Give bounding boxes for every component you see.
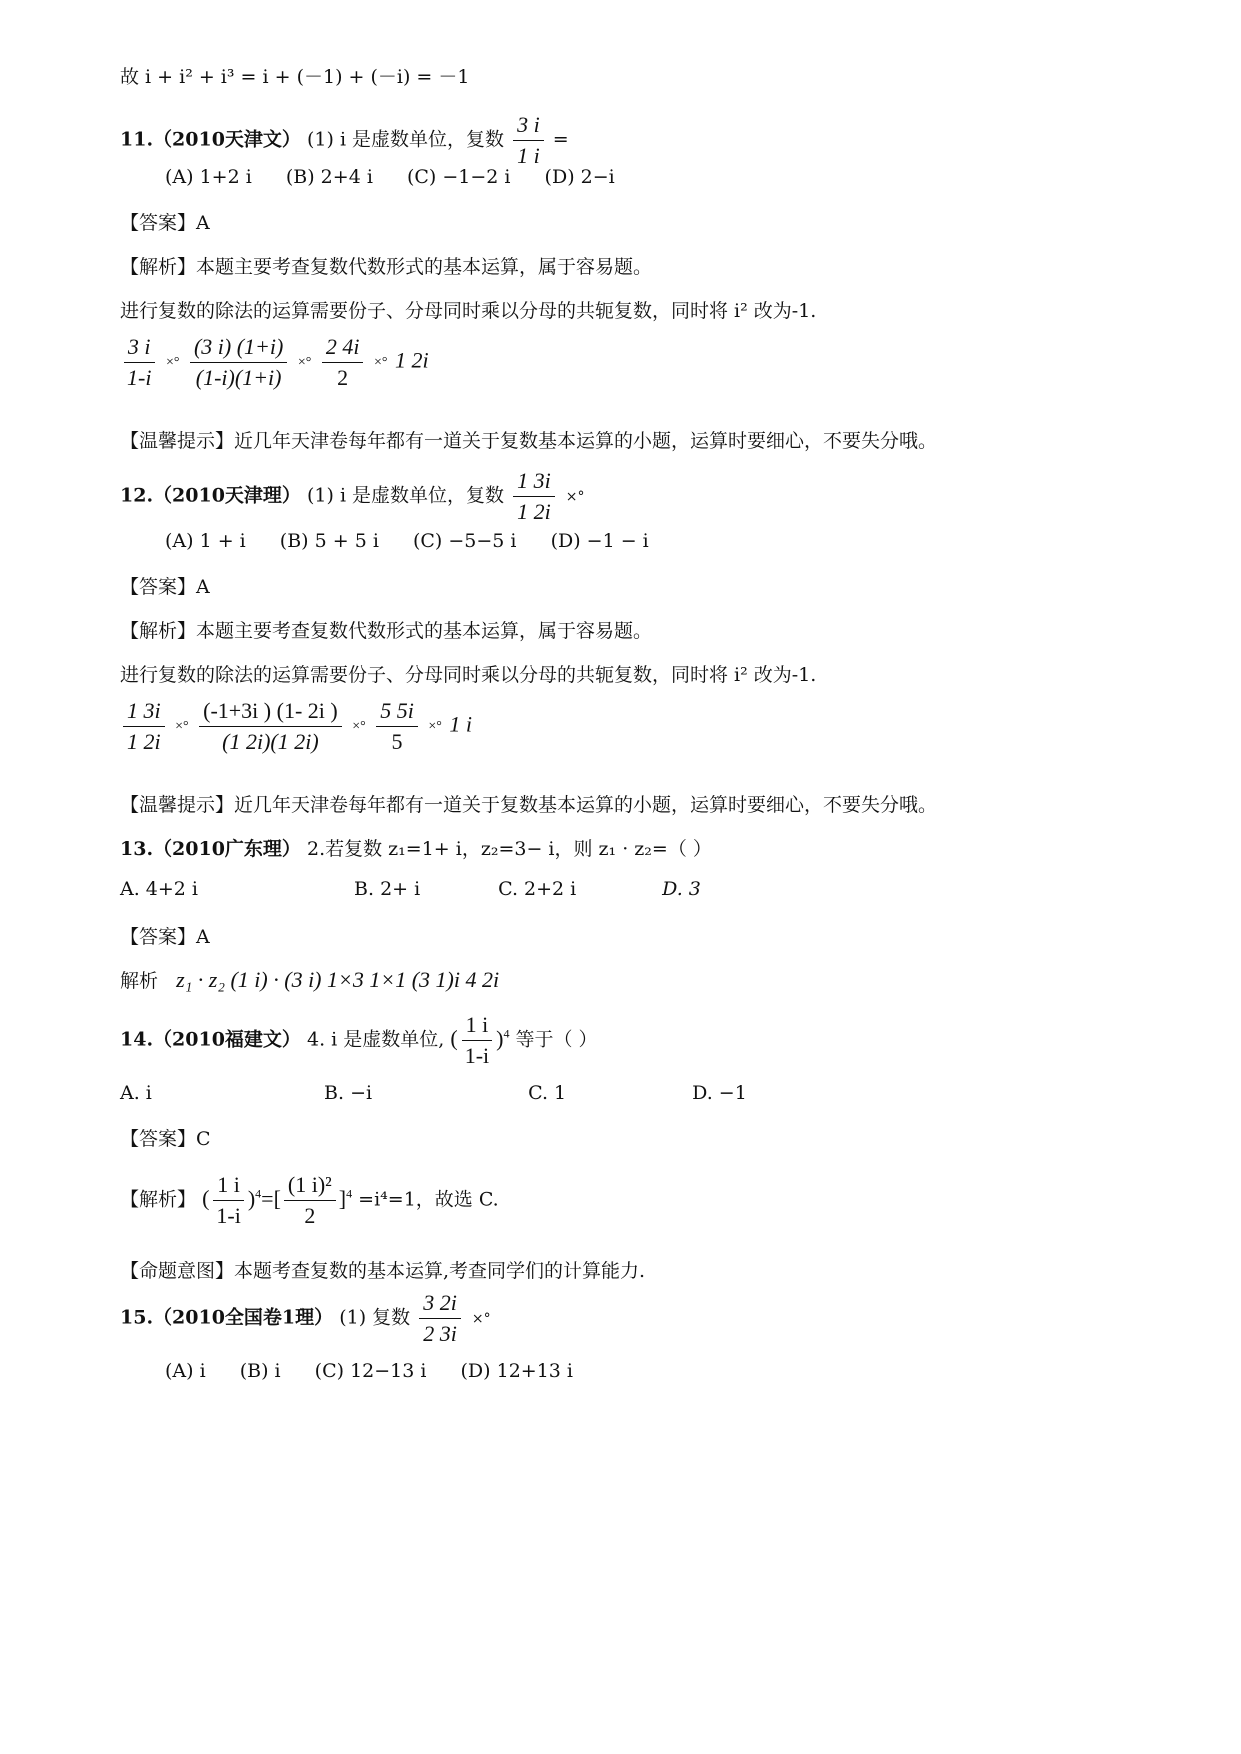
question-13-label: 13.（2010广东理） [120,838,301,860]
calc-fraction-1: $\frac{3 i}{1-i}$ [123,334,155,391]
question-11-answer: 【答案】A [120,212,210,234]
question-13-choices [120,878,729,900]
question-12 [120,468,587,525]
question-13-calculation: z₁ · z₂ (1 i) · (3 i) 1×3 1×1 (3 1)i 4 2i [176,967,500,992]
choice-d: (D) 2−i [544,166,615,188]
question-13-stem: 2.若复数 z₁=1+ i，z₂=3− i，则 z₁ · z₂=（ ） [306,838,712,860]
choice-c: (C) 12−13 i [314,1360,427,1382]
question-12-tip: 【温馨提示】近几年天津卷每年都有一道关于复数基本运算的小题，运算时要细心，不要失分哦。 [120,794,938,816]
question-11-analysis: 【解析】本题主要考查复数代数形式的基本运算，属于容易题。 [120,256,653,278]
choice-d: D. 3 [662,878,701,900]
choice-d: D. −1 [692,1082,747,1104]
question-11 [120,112,569,169]
question-14-answer: 【答案】C [120,1128,211,1150]
question-14-stem-tail: 等于（ ） [515,1028,598,1051]
calc-result: 1 2i [394,347,429,373]
question-13-analysis [120,966,499,993]
question-12-calculation [120,698,472,755]
question-13-answer: 【答案】A [120,926,210,948]
choice-d: (D) −1 − i [550,530,649,552]
choice-a: (A) 1 + i [165,530,246,552]
choice-b: B. 2+ i [354,878,421,900]
choice-a: (A) i [165,1360,206,1382]
question-14-intent: 【命题意图】本题考查复数的基本运算,考查同学们的计算能力. [120,1260,646,1282]
question-14-fraction [461,1012,493,1069]
question-15-stem: (1) 复数 [339,1306,411,1329]
analysis-fraction-1: $\frac{1 i}{1-i}$ [212,1172,244,1229]
question-15-fraction [419,1290,461,1347]
question-11-label: 11.（2010天津文） [120,128,301,151]
equals-glyph-icon: ×° [373,354,388,370]
choice-a: A. 4+2 i [120,878,199,900]
choice-b: (B) i [239,1360,281,1382]
choice-b: B. −i [324,1082,373,1104]
question-14-analysis: 【解析】 ( $\frac{1 i}{1-i}$ )$^4$=[ $\frac{\text{(1 i)²}}{2}$ ]$^4$ =i⁴=1，故选 C. [120,1172,499,1228]
equals-glyph-icon: ×° [471,1310,491,1327]
question-11-fraction [513,112,544,169]
question-15-label: 15.（2010全国卷1理） [120,1306,334,1329]
question-12-stem: (1) i 是虚数单位，复数 [306,484,505,507]
question-14-label: 14.（2010福建文） [120,1028,301,1051]
calc-fraction-3: $\frac{5 5i}{5}$ [376,698,418,755]
question-12-fraction [513,468,555,525]
question-12-analysis-detail: 进行复数的除法的运算需要份子、分母同时乘以分母的共轭复数，同时将 i² 改为-1. [120,664,817,686]
choice-a: (A) 1+2 i [165,166,252,188]
analysis-tail: =i⁴=1，故选 C. [358,1188,499,1211]
fraction-numerator: 1 i [462,1012,493,1041]
equals-glyph-icon: ×° [165,354,180,370]
question-11-analysis-detail: 进行复数的除法的运算需要份子、分母同时乘以分母的共轭复数，同时将 i² 改为-1. [120,300,817,322]
fraction-numerator: 1 3i [513,468,555,497]
analysis-label: 解析 [120,970,159,992]
equals-glyph-icon: ×° [175,718,189,734]
question-11-stem: (1) i 是虚数单位，复数 [306,128,505,151]
fraction-denominator: 1 2i [517,499,551,524]
equals-glyph-icon: ×° [565,488,585,505]
choice-c: (C) −1−2 i [406,166,511,188]
fraction-denominator: 2 3i [423,1321,457,1346]
equals-glyph-icon: ×° [297,354,312,370]
question-12-analysis: 【解析】本题主要考查复数代数形式的基本运算，属于容易题。 [120,620,653,642]
line-prev-result: 故 i + i² + i³ = i + (－1) + (－i) = －1 [120,66,470,88]
question-15 [120,1290,493,1347]
question-11-tip: 【温馨提示】近几年天津卷每年都有一道关于复数基本运算的小题，运算时要细心，不要失分哦。 [120,430,938,452]
equals-sign: = [552,128,569,151]
calc-fraction-2: $\frac{(3 i) (1+i)}{(1-i)(1+i)}$ [190,334,287,391]
calc-fraction-1: $\frac{1 3i}{1 2i}$ [123,698,165,755]
question-11-calculation [120,334,429,391]
choice-c: C. 2+2 i [498,878,577,900]
question-11-choices [165,166,643,188]
choice-b: (B) 2+4 i [285,166,373,188]
fraction-denominator: 1 i [517,143,540,168]
question-12-choices [165,530,677,552]
question-14: 14.（2010福建文） 4. i 是虚数单位, ( $\frac{1 i}{1-i}$ )$^4$ 等于（ ） [120,1012,598,1068]
question-15-choices [165,1360,601,1382]
equals-glyph-icon: ×° [352,718,366,734]
question-12-label: 12.（2010天津理） [120,484,301,507]
choice-a: A. i [120,1082,152,1104]
fraction-numerator: 3 i [513,112,544,141]
choice-d: (D) 12+13 i [460,1360,574,1382]
calc-result: 1 i [449,711,472,737]
question-12-answer: 【答案】A [120,576,210,598]
analysis-label: 【解析】 [120,1188,197,1211]
choice-c: C. 1 [528,1082,567,1104]
question-13 [120,834,712,861]
analysis-fraction-2: $\frac{\text{(1 i)²}}{2}$ [284,1172,336,1229]
choice-c: (C) −5−5 i [412,530,517,552]
equals-glyph-icon: ×° [428,718,442,734]
question-14-choices [120,1082,775,1104]
calc-fraction-3: $\frac{2 4i}{2}$ [322,334,364,391]
fraction-denominator: 1-i [464,1043,490,1068]
question-14-stem: 4. i 是虚数单位, [306,1028,445,1051]
choice-b: (B) 5 + 5 i [279,530,379,552]
calc-fraction-2: $\frac{(-1+3i ) (1- 2i )}{(1 2i)(1 2i)}$ [199,698,342,755]
fraction-numerator: 3 2i [419,1290,461,1319]
